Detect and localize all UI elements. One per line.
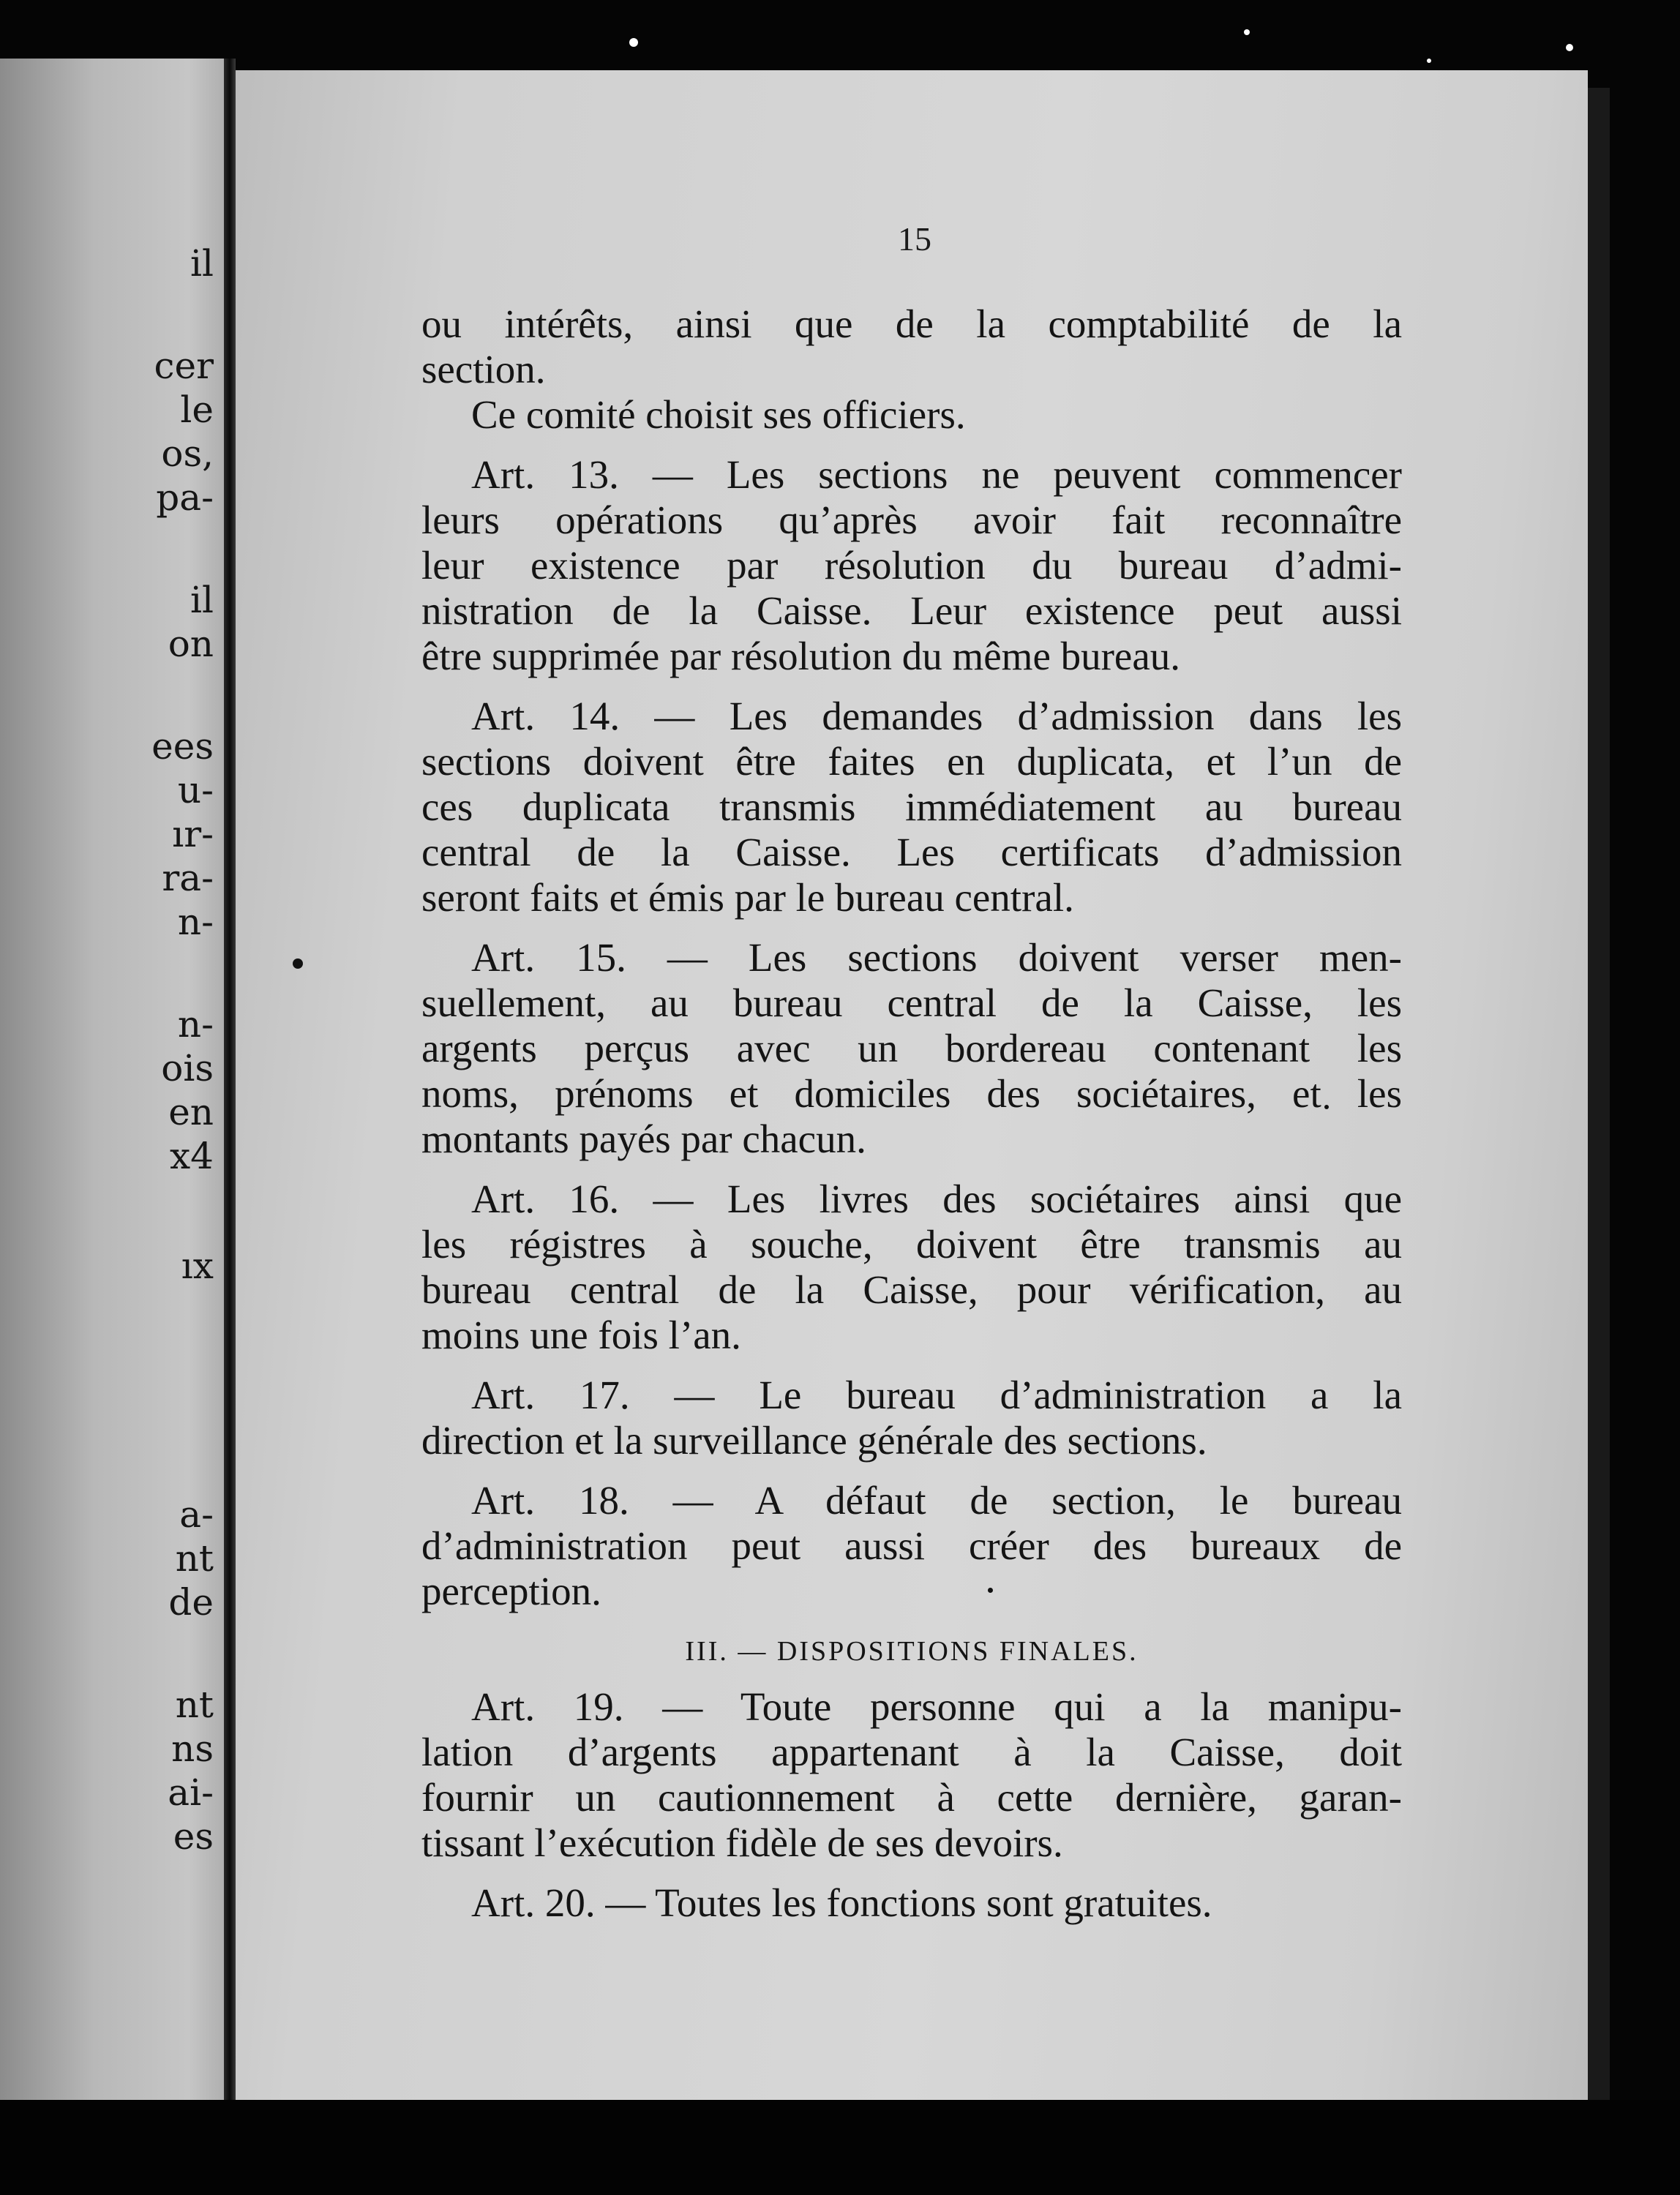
ink-speck xyxy=(293,958,303,969)
dust-speck xyxy=(629,38,638,47)
facing-page-fragment: il xyxy=(190,242,214,285)
article-heading-line: Art. 14. — Les demandes d’admission dans les xyxy=(471,694,1402,738)
facing-page-fragment: il xyxy=(190,579,214,621)
article-line: argents perçus avec un bordereau contenant les xyxy=(421,1026,1402,1070)
facing-page-fragment: ıx xyxy=(181,1245,214,1287)
facing-page-fragment: on xyxy=(168,623,214,665)
dust-speck xyxy=(1427,59,1431,63)
article-line: lation d’argents appartenant à la Caisse, doit xyxy=(421,1730,1402,1774)
facing-page-fragment: es xyxy=(173,1815,214,1858)
section-heading: III. — DISPOSITIONS FINALES. xyxy=(685,1636,1139,1667)
facing-page-fragment: en xyxy=(168,1091,214,1133)
article-line: montants payés par chacun. xyxy=(421,1117,866,1161)
facing-page-fragment: nt xyxy=(175,1684,214,1726)
article-line: noms, prénoms et domiciles des sociétaires, et les xyxy=(421,1071,1402,1116)
facing-page-fragment: ees xyxy=(151,725,214,768)
article-line: être supprimée par résolution du même bureau. xyxy=(421,634,1180,678)
bottom-shadow xyxy=(0,2100,1680,2195)
officers-line: Ce comité choisit ses officiers. xyxy=(471,392,966,437)
facing-page-fragment: nt xyxy=(175,1537,214,1580)
intro-line: ou intérêts, ainsi que de la comptabilité de la xyxy=(421,301,1402,346)
facing-page-fragment: os, xyxy=(161,432,214,475)
article-heading-line: Art. 13. — Les sections ne peuvent commencer xyxy=(471,452,1402,497)
facing-page-fragment: ns xyxy=(171,1727,214,1770)
facing-page-fragment: u- xyxy=(177,769,214,811)
facing-page-fragment: x4 xyxy=(169,1135,214,1177)
article-line: seront faits et émis par le bureau central. xyxy=(421,875,1074,920)
facing-page-fragment: ra- xyxy=(162,857,214,899)
page-body xyxy=(421,301,1402,1926)
facing-page-fragment: de xyxy=(168,1581,214,1624)
article-heading-line: Art. 15. — Les sections doivent verser men- xyxy=(471,935,1402,980)
dust-speck xyxy=(1244,29,1250,35)
article-line: nistration de la Caisse. Leur existence peut aussi xyxy=(421,588,1402,633)
article-line: les régistres à souche, doivent être transmis au xyxy=(421,1222,1402,1267)
article-line: tissant l’exécution fidèle de ses devoirs. xyxy=(421,1820,1063,1865)
dust-speck xyxy=(1566,44,1573,51)
page-number: 15 xyxy=(898,220,931,258)
facing-page-fragment: ois xyxy=(161,1047,214,1089)
article-line: perception. xyxy=(421,1569,601,1613)
right-page-edge-shadow xyxy=(1588,88,1610,2107)
left-page-edge xyxy=(0,59,236,2107)
intro-line: section. xyxy=(421,347,546,391)
article-line: direction et la surveillance générale des sections. xyxy=(421,1418,1207,1463)
book-gutter xyxy=(224,59,236,2107)
facing-page-fragment: n- xyxy=(177,1003,214,1046)
article-line: leurs opérations qu’après avoir fait reconnaître xyxy=(421,498,1402,542)
facing-page-fragment: pa- xyxy=(156,476,214,519)
article-line: moins une fois l’an. xyxy=(421,1313,741,1357)
article-heading-line: Art. 17. — Le bureau d’administration a la xyxy=(471,1373,1402,1417)
article-line: ces duplicata transmis immédiatement au bureau xyxy=(421,784,1402,829)
article-line: d’administration peut aussi créer des bureaux de xyxy=(421,1523,1402,1568)
article-line: sections doivent être faites en duplicata, et l’un de xyxy=(421,739,1402,784)
article-heading-line: Art. 19. — Toute personne qui a la manipu- xyxy=(471,1684,1402,1729)
facing-page-fragment: ai- xyxy=(168,1771,214,1814)
facing-page-fragment: n- xyxy=(177,901,214,943)
article-heading-line: Art. 16. — Les livres des sociétaires ainsi que xyxy=(471,1177,1402,1221)
facing-page-fragment: ır- xyxy=(172,813,214,855)
article-line: central de la Caisse. Les certificats d’admission xyxy=(421,830,1402,874)
facing-page-fragment: le xyxy=(180,389,214,431)
article-heading-line: Art. 18. — A défaut de section, le bureau xyxy=(471,1478,1402,1523)
article-line: fournir un cautionnement à cette dernière, garan- xyxy=(421,1775,1402,1820)
facing-page-fragment: a- xyxy=(179,1493,214,1536)
article-line: leur existence par résolution du bureau d’admi- xyxy=(421,543,1402,588)
article-heading-line: Art. 20. — Toutes les fonctions sont gratuites. xyxy=(471,1880,1212,1925)
facing-page-fragment: cer xyxy=(154,345,214,387)
article-line: suellement, au bureau central de la Caisse, les xyxy=(421,980,1402,1025)
article-line: bureau central de la Caisse, pour vérification, au xyxy=(421,1267,1402,1312)
